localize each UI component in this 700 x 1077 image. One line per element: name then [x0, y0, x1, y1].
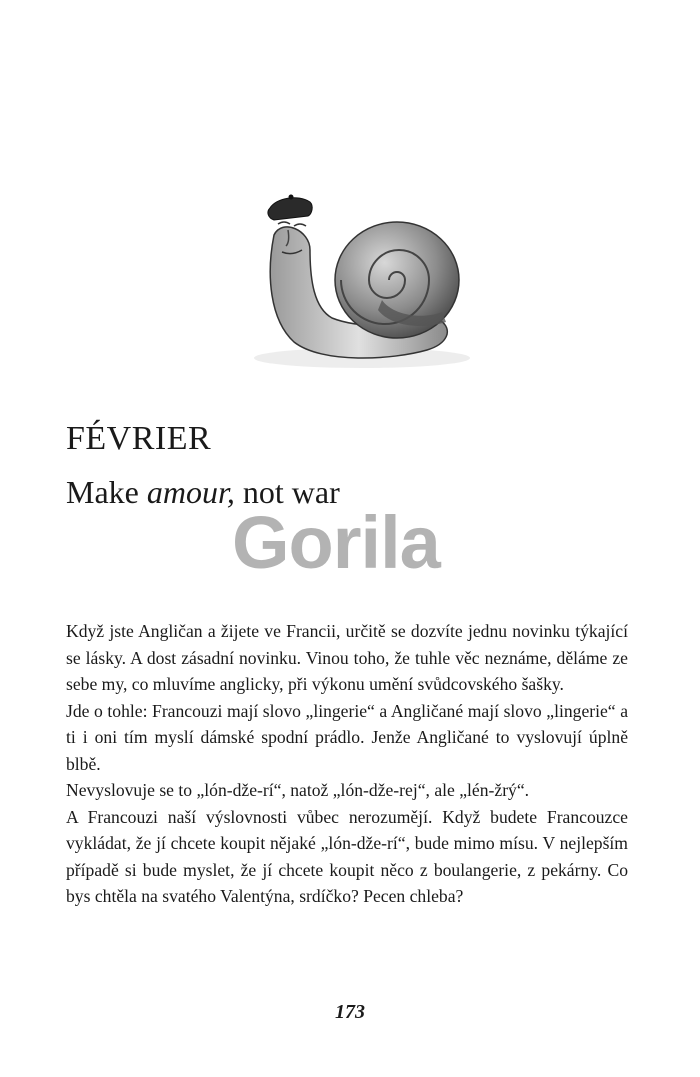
publisher-watermark: Gorila — [232, 501, 440, 584]
page-number: 173 — [335, 1001, 365, 1023]
snail-with-beret-icon — [222, 180, 484, 388]
subtitle-start: Make — [66, 474, 147, 510]
subtitle-end: not war — [234, 474, 340, 510]
paragraph: Jde o tohle: Francouzi mají slovo „lingerie“ a Angličané mají slovo „lingerie“ a ti i oni tím myslí dámské spodní prádlo. Jenže Angličané to vyslovují úplně blbě. — [66, 700, 628, 774]
paragraph: A Francouzi naší výslovnosti vůbec nerozumějí. Když budete Francouzce vykládat, že jí chcete koupit nějaké „lón-dže-rí“, bude mimo mísu. V nejlepším případě si bude myslet, že jí chcete koupit něco z boulangerie, z pekárny. Co bys chtěla na svatého Valentýna, srdíčko? Pecen chleba? — [66, 806, 628, 906]
body-text — [66, 618, 628, 910]
paragraph: Nevyslovuje se to „lón-dže-rí“, natož „lón-dže-rej“, ale „lén-žrý“. — [66, 780, 530, 800]
chapter-title: FÉVRIER — [66, 420, 212, 457]
subtitle-italic: amour, — [146, 474, 235, 510]
paragraph: Když jste Angličan a žijete ve Francii, určitě se dozvíte jednu novinku týkající se lásky. A dost zásadní novinku. Vinou toho, že tuhle věc neznáme, děláme ze sebe my, co mluvíme anglicky, při výkonu umění svůdcovského šašky. — [66, 621, 628, 694]
